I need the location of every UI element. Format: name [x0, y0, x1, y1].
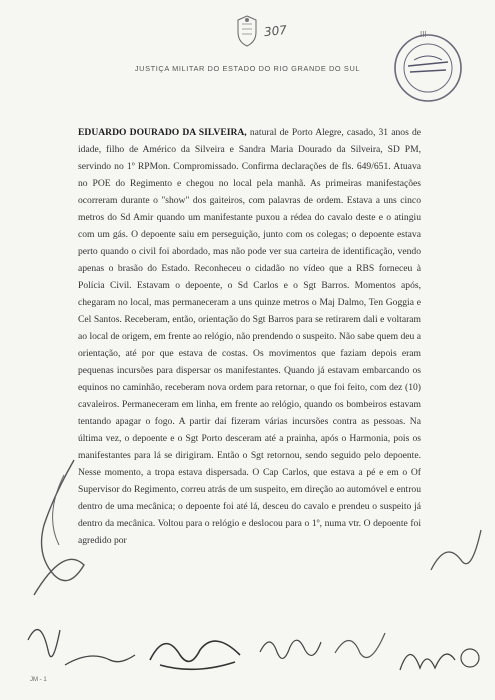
bottom-signature-4 — [330, 618, 390, 673]
form-code: JM - 1 — [30, 677, 47, 683]
institution-header: JUSTIÇA MILITAR DO ESTADO DO RIO GRANDE DO SUL — [134, 64, 361, 73]
bottom-signature-5 — [395, 630, 485, 685]
bottom-signature-2 — [140, 620, 250, 680]
page-number: III — [420, 30, 427, 39]
bottom-signature-1 — [20, 610, 140, 680]
handwritten-page-number: 307 — [263, 22, 288, 40]
margin-signature-2 — [426, 520, 486, 590]
deposition-text — [78, 124, 421, 549]
margin-signature-1 — [14, 455, 94, 605]
witness-name: EDUARDO DOURADO DA SILVEIRA, — [78, 127, 247, 138]
deposition-body: natural de Porto Alegre, casado, 31 anos de idade, filho de Américo da Silveira e Sandra Maria Dourado da Silveira, SD PM, servindo no 1º RPMon. Compromissado. Confirma declarações de fls. 649/651. Atuava no POE do Regimento e chegou no local pela manhã. As primeiras manifestações ocorreram durante o "show" dos gaiteiros, com palavras de ordem. Estava a uns cinco metros do Sd Amir quando um manifestante puxou a rédea do cavalo deste e o atingiu com um gás. O depoente saiu em perseguição, junto com os colegas; o depoente estava perto quando o civil foi abordado, mas não pode ver sua carteira de identificação, vendo apenas o brasão do Estado. Reconheceu o cidadão no vídeo que a RBS forneceu à Polícia Civil. Estavam o depoente, o Sd Carlos e o Sgt Barros. Momentos após, chegaram no local, mas permaneceram a uns quinze metros o Maj Dalmo, Ten Goggia e Cel Santos. Receberam, então, orientação do Sgt Barros para se retirarem dali e voltaram ao local de origem, em frente ao relógio, não prendendo o suspeito. Não sabe quem deu a orientação, até por que estava de costas. Os movimentos que faziam depois eram pequenas incursões para dispersar os manifestantes. Quando já estavam embarcando os equinos no caminhão, receberam nova ordem para retornar, o que foi feito, com dez (10) cavaleiros. Permaneceram em linha, em frente ao relógio, quando os bombeiros estavam tentando apagar o fogo. A partir daí fizeram várias incursões contra as pessoas. Na última vez, o depoente e o Sgt Porto desceram até a prainha, após o Harmonia, pois os manifestantes para lá se dirigiram. Então o Sgt retornou, sendo seguido pelo depoente. Nesse momento, a tropa estava dispersada. O Cap Carlos, que estava a pé e em o Of Supervisor do Regimento, correu atrás de um suspeito, em direção ao automóvel e entrou dentro de uma mecânica; o depoente foi até lá, desceu do cavalo e prendeu o suspeito já dentro da mecânica. Voltou para o relógio e deslocou para o 1º, numa vtr. O depoente foi agredido por — [78, 127, 421, 546]
coat-of-arms-icon — [234, 14, 260, 48]
bottom-signature-3 — [255, 622, 325, 677]
